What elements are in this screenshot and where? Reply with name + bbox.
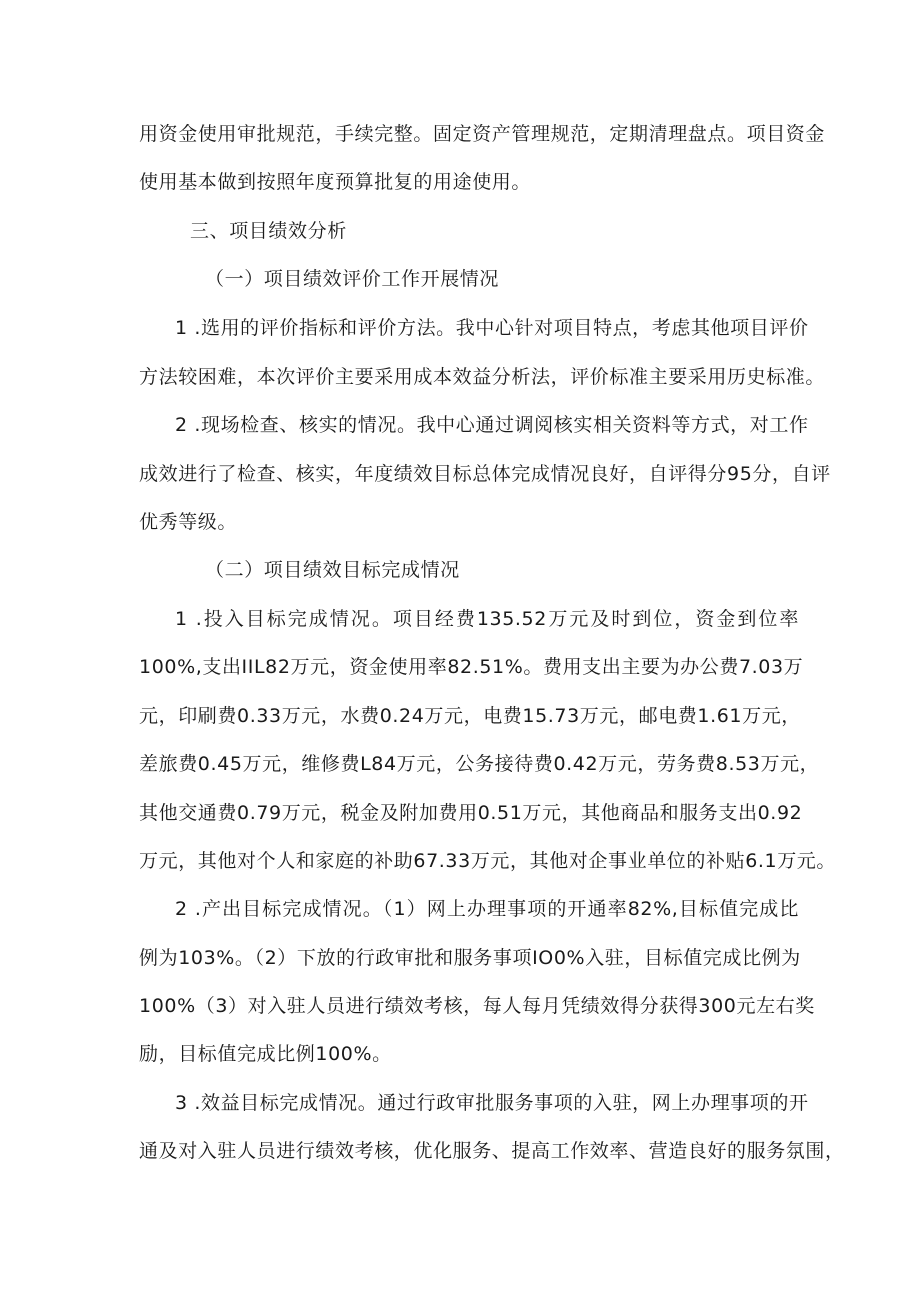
- section-heading: 三、项目绩效分析: [190, 220, 347, 242]
- paragraph-line: 差旅费0.45万元，维修费L84万元，公务接待费0.42万元，劳务费8.53万元，: [139, 753, 820, 775]
- paragraph-line: 方法较困难，本次评价主要采用成本效益分析法，评价标准主要采用历史标准。: [139, 366, 826, 388]
- paragraph-line: 通及对入驻人员进行绩效考核，优化服务、提高工作效率、营造良好的服务氛围，: [139, 1140, 845, 1162]
- paragraph-line: 使用基本做到按照年度预算批复的用途使用。: [139, 171, 532, 193]
- paragraph-line: 100%（3）对入驻人员进行绩效考核，每人每月凭绩效得分获得300元左右奖: [139, 995, 815, 1017]
- paragraph-line: 1 .选用的评价指标和评价方法。我中心针对项目特点，考虑其他项目评价: [175, 317, 809, 339]
- subsection-heading: （二）项目绩效目标完成情况: [205, 559, 460, 581]
- paragraph-line: 1 .投入目标完成情况。项目经费135.52万元及时到位，资金到位率: [175, 608, 799, 630]
- paragraph-line: 励，目标值完成比例100%。: [139, 1043, 392, 1065]
- paragraph-line: 万元，其他对个人和家庭的补助67.33万元，其他对企事业单位的补贴6.1万元。: [139, 850, 837, 872]
- paragraph-line: 成效进行了检查、核实，年度绩效目标总体完成情况良好，自评得分95分，自评: [139, 463, 831, 485]
- paragraph-line: 2 .产出目标完成情况。（1）网上办理事项的开通率82%,目标值完成比: [175, 898, 799, 920]
- paragraph-line: 元，印刷费0.33万元，水费0.24万元，电费15.73万元，邮电费1.61万元，: [139, 705, 801, 727]
- paragraph-line: 用资金使用审批规范，手续完整。固定资产管理规范，定期清理盘点。项目资金: [139, 123, 826, 145]
- paragraph-line: 3 .效益目标完成情况。通过行政审批服务事项的入驻，网上办理事项的开: [175, 1092, 809, 1114]
- paragraph-line: 例为103%。（2）下放的行政审批和服务事项IO0%入驻，目标值完成比例为: [139, 947, 801, 969]
- paragraph-line: 100%,支出IIL82万元，资金使用率82.51%。费用支出主要为办公费7.03万: [139, 656, 804, 678]
- paragraph-line: 其他交通费0.79万元，税金及附加费用0.51万元，其他商品和服务支出0.92: [139, 802, 803, 824]
- subsection-heading: （一）项目绩效评价工作开展情况: [205, 268, 500, 290]
- paragraph-line: 2 .现场检查、核实的情况。我中心通过调阅核实相关资料等方式，对工作: [175, 414, 809, 436]
- paragraph-line: 优秀等级。: [139, 511, 238, 533]
